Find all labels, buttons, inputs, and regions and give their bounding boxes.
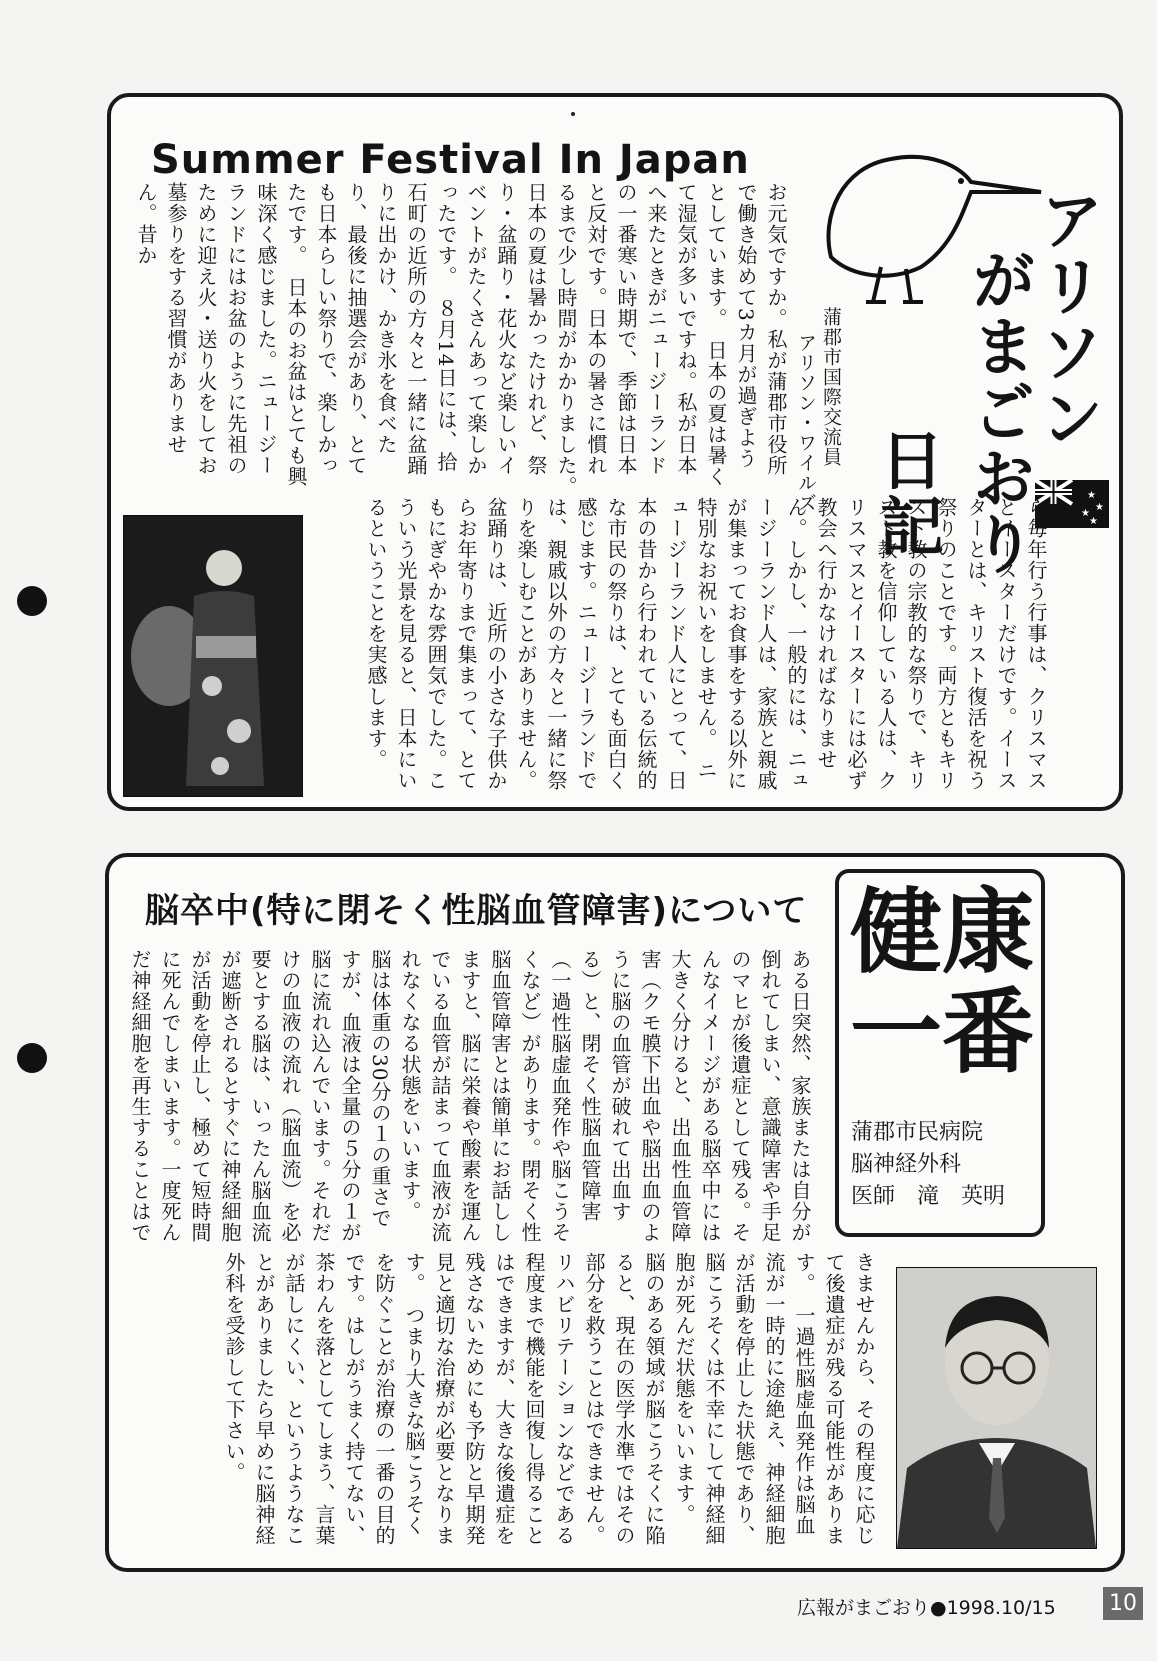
article-title: 脳卒中(特に閉そく性脳血管障害)について	[145, 891, 808, 931]
writer-yukata-photo	[123, 515, 303, 797]
series-title-line-2: 一番	[849, 979, 1034, 1086]
health-body-upper: ある日突然、家族または自分が倒れてしまい、意識障害や手足のマヒが後遺症として残る。そんなイメージがある脳卒中には大きく分けると、出血性血管障害（クモ膜下出血や脳出血のように脳の血管が破れて出血する）と、閉そく性脳血管障害（一過性脳虚血発作や脳こうそくなど）があります。閉そく性脳血管障害とは簡単にお話ししますと、脳に栄養や酸素を運んでいる血管が詰まって血液が流れなくなる状態をいいます。 脳は体重の30分の１の重さですが、血液は全量の５分の１が脳に流れ込んでいます。それだけの血液の流れ（脳血流）を必要とする脳は、いったん脳血流が遮断されるとすぐに神経細胞が活動を停止し、極めて短時間に死んでしまいます。一度死んだ神経細胞を再生することはで	[128, 949, 812, 1243]
article-title: Summer Festival In Japan	[151, 137, 750, 183]
doctor-name: 医師 滝 英明	[851, 1184, 1006, 1209]
author-affiliation: 蒲郡市国際交流員	[820, 307, 842, 467]
series-title-line-1: 健康	[849, 879, 1034, 986]
health-body-lower: きませんから、その程度に応じて後遺症が残る可能性があります。 一過性脳虚血発作は脳血流が一時的に途絶え、神経細胞が活動を停止した状態であり、脳こうそくは不幸にして神経細胞が死んだ状態をいいます。 脳のある領域が脳こうそくに陥ると、現在の医学水準ではその部分を救うことはできません。リハビリテーションなどである程度まで機能を回復し得ることはできますが、大きな後遺症を残さないためにも予防と早期発見と適切な治療が必要となります。 つまり大きな脳こうそくを防ぐことが治療の一番の目的です。はしがうまく持てない、茶わんを落としてしまう、言葉が話しにくい、というようなことがありましたら早めに脳神経外科を受診して下さい。	[222, 1252, 876, 1546]
svg-text:★: ★	[1087, 490, 1096, 501]
svg-text:★: ★	[1081, 508, 1090, 519]
hospital-name: 蒲郡市民病院	[851, 1120, 984, 1145]
series-title-line-3: 日記	[869, 427, 943, 559]
binder-hole-upper	[17, 586, 47, 616]
diary-body-lower: ら毎年行う行事は、クリスマスとイースターだけです。イースターとは、キリスト復活を祝う祭りのことです。両方ともキリスト教の宗教的な祭りで、キリスト教を信仰している人は、クリスマスとイースターには必ず教会へ行かなければなりません。しかし、一般的には、ニュージーランド人は、家族と親戚が集まってお食事をする以外に特別なお祝いをしません。 ニュージーランド人にとって、日本の昔から行われている伝統的な市民の祭りは、とても面白く感じます。ニュージーランドでは、親戚以外の方々と一緒に祭りを楽しむことがありません。盆踊りは、近所の小さな子供からお年寄りまで集まって、とてもにぎやかな雰囲気でした。こういう光景を見ると、日本にいるということを実感します。	[364, 497, 1048, 791]
health-article-panel	[105, 853, 1125, 1572]
decorative-dot	[571, 112, 575, 116]
svg-text:★: ★	[1089, 516, 1098, 527]
series-title-line-2: がまごおり	[961, 247, 1035, 577]
binder-hole-lower	[17, 1043, 47, 1073]
page-number-badge: 10	[1103, 1587, 1143, 1620]
svg-text:★: ★	[1095, 502, 1104, 513]
diary-article-panel	[107, 93, 1123, 811]
author-name: アリソン・ワイルズ	[795, 333, 817, 513]
series-box	[835, 869, 1045, 1237]
department-name: 脳神経外科	[851, 1152, 962, 1177]
publication-footer: 広報がまごおり●1998.10/15	[797, 1597, 1056, 1619]
diary-body-upper: お元気ですか。私が蒲郡市役所で働き始めて3カ月が過ぎようとしています。 日本の夏は暑くて湿気が多いですね。私が日本へ来たときがニュージーランドの一番寒い時期で、季節は日本と反対です。日本の暑さに慣れるまで少し時間がかかりました。 日本の夏は暑かったけれど、祭り・盆踊り・花火など楽しいイベントがたくさんあって楽しかったです。 ８月14日には、拾石町の近所の方々と一緒に盆踊りに出かけ、かき氷を食べたり、最後に抽選会があり、とても日本らしい祭りで、楽しかったです。 日本のお盆はとても興味深く感じました。ニュージーランドにはお盆のように先祖のために迎え火・送り火をしてお墓参りをする習慣がありません。昔か	[134, 182, 788, 487]
doctor-portrait-photo	[896, 1267, 1097, 1549]
series-title-line-1: アリソン	[1029, 187, 1103, 451]
